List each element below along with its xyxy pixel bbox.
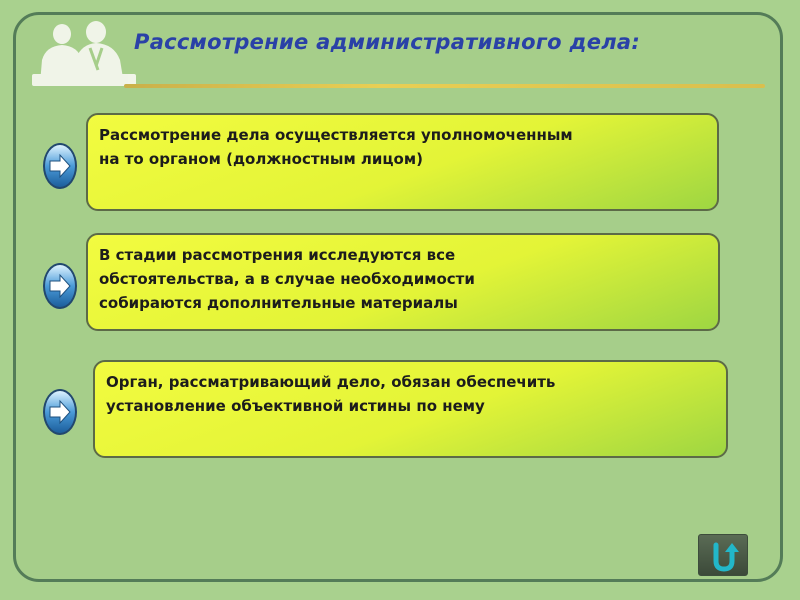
people-silhouette-icon bbox=[32, 20, 136, 86]
info-card-1 bbox=[86, 113, 719, 211]
arrow-right-icon[interactable] bbox=[40, 261, 80, 311]
arrow-right-icon[interactable] bbox=[40, 141, 80, 191]
card-text-line: на то органом (должностным лицом) bbox=[99, 150, 423, 168]
info-card-2 bbox=[86, 233, 720, 331]
u-turn-back-icon bbox=[707, 539, 741, 573]
card-text-line: Орган, рассматривающий дело, обязан обеспечить bbox=[106, 373, 556, 391]
back-button[interactable] bbox=[698, 534, 748, 576]
card-text-line: установление объективной истины по нему bbox=[106, 397, 485, 415]
card-text-line: Рассмотрение дела осуществляется уполномоченным bbox=[99, 126, 573, 144]
slide-title: Рассмотрение административного дела: bbox=[134, 30, 641, 54]
arrow-right-icon[interactable] bbox=[40, 387, 80, 437]
title-underline bbox=[124, 84, 765, 88]
card-text-line: В стадии рассмотрения исследуются все bbox=[99, 246, 456, 264]
info-card-3 bbox=[93, 360, 728, 458]
card-text-line: обстоятельства, а в случае необходимости bbox=[99, 270, 475, 288]
card-text-line: собираются дополнительные материалы bbox=[99, 294, 458, 312]
